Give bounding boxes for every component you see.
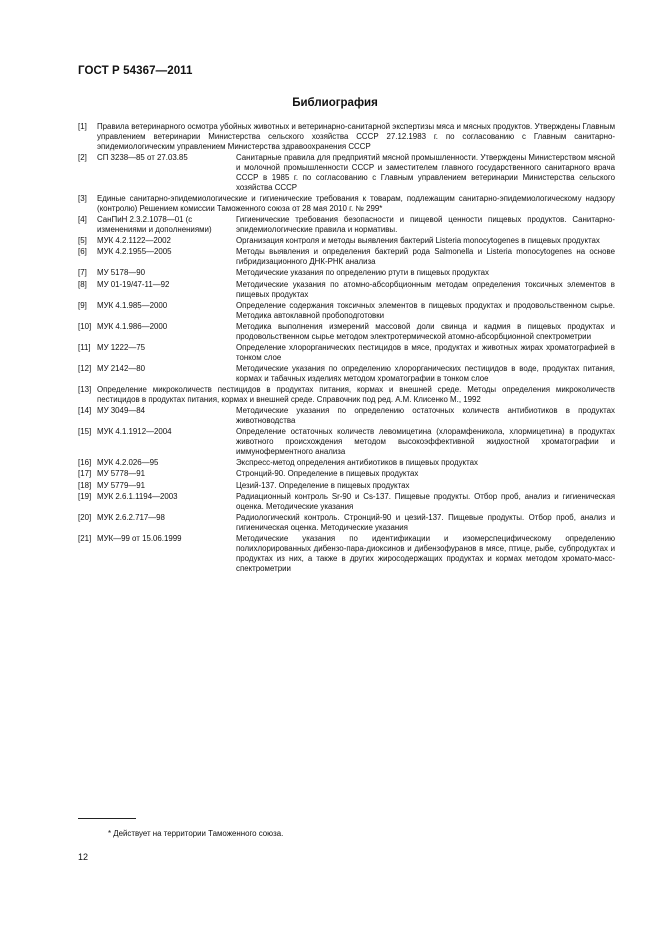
- entry-number: [9]: [78, 300, 87, 310]
- bibliography-entry: [78, 153, 615, 193]
- entry-description: Экспресс-метод определения антибиотиков в пищевых продуктах: [236, 458, 478, 468]
- bibliography-entry: [78, 481, 615, 491]
- entry-source: МУ 5779—91: [97, 480, 145, 490]
- entry-number: [11]: [78, 342, 91, 352]
- bibliography-list: [78, 122, 615, 575]
- bibliography-entry: [78, 458, 615, 468]
- bibliography-entry: [78, 280, 615, 300]
- entry-number: [5]: [78, 236, 87, 246]
- entry-number: [7]: [78, 268, 87, 278]
- footnote-divider: [78, 818, 136, 819]
- entry-description: Методические указания по идентификации и изомерспецифическому определению полихлорированных дибензо-пара-диоксинов и дибензофуранов в мясе, птице, рыбе, субпродуктах и продуктах из них, а также в других жиросодержащих продуктах и кормах методом хромато-масс-спектрометрии: [236, 533, 615, 573]
- bibliography-entry: [78, 534, 615, 574]
- bibliography-entry: [78, 492, 615, 512]
- bibliography-entry: [78, 122, 615, 152]
- entry-source: СанПиН 2.3.2.1078—01 (с изменениями и дополнениями): [97, 215, 212, 235]
- entry-description: Методы выявления и определения бактерий рода Salmonella и Listeria monocytogenes на основе гибридизационного ДНК-РНК анализа: [236, 247, 615, 267]
- entry-source: МУ 2142—80: [97, 363, 145, 373]
- entry-source: МУ 01-19/47-11—92: [97, 279, 170, 289]
- entry-description: Методика выполнения измерений массовой доли свинца и кадмия в пищевых продуктах и продовольственном сырье методом электротермической атомно-абсорбционной спектрометрии: [236, 321, 615, 341]
- bibliography-entry: [78, 301, 615, 321]
- entry-source: МУ 3049—84: [97, 406, 145, 416]
- entry-number: [14]: [78, 406, 92, 416]
- entry-number: [19]: [78, 491, 92, 501]
- entry-number: [15]: [78, 427, 92, 437]
- entry-description: Определение хлорорганических пестицидов в мясе, продуктах и животных жирах хроматографией в тонком слое: [236, 342, 615, 362]
- page-number: 12: [78, 852, 89, 862]
- bibliography-entry: [78, 364, 615, 384]
- entry-source: МУК 4.2.026—95: [97, 458, 159, 468]
- entry-source: МУ 5178—90: [97, 268, 145, 278]
- entry-number: [21]: [78, 533, 92, 543]
- bibliography-entry: [78, 385, 615, 405]
- entry-description: Радиологический контроль. Стронций-90 и цезий-137. Пищевые продукты. Отбор проб, анализ и гигиеническая оценка. Методические указания: [236, 512, 615, 532]
- bibliography-title: Библиография: [292, 97, 378, 109]
- entry-description: Гигиенические требования безопасности и пищевой ценности пищевых продуктов. Санитарно-эпидемиологические правила и нормативы.: [236, 215, 615, 235]
- footnote: * Действует на территории Таможенного союза.: [108, 829, 284, 838]
- entry-description: Радиационный контроль Sr-90 и Cs-137. Пищевые продукты. Отбор проб, анализ и гигиеническая оценка. Методические указания: [236, 491, 615, 511]
- entry-number: [4]: [78, 215, 87, 225]
- entry-description: Санитарные правила для предприятий мясной промышленности. Утверждены Министерством мясной и молочной промышленности СССР и заместителем главного государственного санитарного врача СССР в 1985 г. по согласованию с Главным управлением ветеринарии Министерства сельского хозяйства СССР: [236, 153, 615, 192]
- bibliography-entry: [78, 194, 615, 214]
- entry-source: МУК 4.1.985—2000: [97, 300, 168, 310]
- entry-description: Определение микроколичеств пестицидов в продуктах питания, кормах и внешней среде. Методы определения микроколичеств пестицидов в продуктах питания, кормах и внешней среде. Справочник под ред. А.М. Клисенко М., 1992: [97, 385, 615, 405]
- entry-source: МУ 1222—75: [97, 342, 145, 352]
- entry-number: [18]: [78, 480, 92, 490]
- entry-source: СП 3238—85 от 27.03.85: [97, 153, 188, 163]
- entry-source: МУК 4.2.1122—2002: [97, 236, 171, 246]
- entry-number: [16]: [78, 458, 92, 468]
- entry-source: МУК 4.1.1912—2004: [97, 427, 172, 437]
- entry-description: Цезий-137. Определение в пищевых продуктах: [236, 480, 410, 490]
- bibliography-entry: [78, 343, 615, 363]
- entry-source: МУ 5778—91: [97, 469, 145, 479]
- entry-source: МУК 4.1.986—2000: [97, 321, 168, 331]
- entry-number: [10]: [78, 321, 92, 331]
- document-header: ГОСТ Р 54367—2011: [78, 65, 193, 77]
- entry-number: [12]: [78, 363, 92, 373]
- entry-number: [13]: [78, 385, 92, 395]
- bibliography-entry: [78, 406, 615, 426]
- entry-description: Единые санитарно-эпидемиологические и гигиенические требования к товарам, подлежащим санитарно-эпидемиологическому надзору (контролю) Решением комиссии Таможенного союза от 28 мая 2010 г. № 299*: [97, 194, 615, 213]
- entry-number: [8]: [78, 279, 87, 289]
- bibliography-entry: [78, 322, 615, 342]
- entry-description: Правила ветеринарного осмотра убойных животных и ветеринарно-санитарной экспертизы мяса и мясных продуктов. Утверждены Главным управлением ветеринарии Министерства сельского хозяйства СССР 27.12.1983 г. по согласованию с Главным санитарно-эпидемиологическим управлением Министерства здравоохранения СССР: [97, 122, 615, 151]
- entry-number: [3]: [78, 194, 87, 204]
- entry-number: [2]: [78, 153, 87, 163]
- entry-description: Методические указания по определению хлорорганических пестицидов в воде, продуктах питания, кормах и табачных изделиях методом хроматографии в тонком слое: [236, 363, 615, 383]
- entry-description: Стронций-90. Определение в пищевых продуктах: [236, 469, 419, 479]
- entry-source: МУК 2.6.1.1194—2003: [97, 491, 178, 501]
- entry-source: МУК 2.6.2.717—98: [97, 512, 165, 522]
- entry-description: Определение содержания токсичных элементов в пищевых продуктах и продовольственном сырье. Методика автоклавной пробоподготовки: [236, 300, 615, 320]
- entry-number: [6]: [78, 247, 87, 257]
- entry-description: Определение остаточных количеств левомицетина (хлорамфеникола, хлормицетина) в продуктах животного происхождения методом высокоэффективной жидкостной хроматографии и иммуноферментного анализа: [236, 427, 615, 457]
- entry-description: Методические указания по атомно-абсорбционным методам определения токсичных элементов в пищевых продуктах: [236, 279, 615, 299]
- entry-description: Методические указания по определению ртути в пищевых продуктах: [236, 268, 490, 278]
- bibliography-entry: [78, 236, 615, 246]
- entry-description: Организация контроля и методы выявления бактерий Listeria monocytogenes в пищевых продуктах: [236, 236, 600, 246]
- bibliography-entry: [78, 513, 615, 533]
- entry-number: [1]: [78, 122, 87, 131]
- entry-number: [20]: [78, 512, 92, 522]
- bibliography-entry: [78, 247, 615, 267]
- entry-source: МУК 4.2.1955—2005: [97, 247, 172, 257]
- entry-source: МУК—99 от 15.06.1999: [97, 533, 182, 543]
- bibliography-entry: [78, 268, 615, 278]
- bibliography-entry: [78, 469, 615, 479]
- bibliography-entry: [78, 427, 615, 457]
- bibliography-entry: [78, 215, 615, 235]
- entry-number: [17]: [78, 469, 92, 479]
- entry-description: Методические указания по определению остаточных количеств антибиотиков в продуктах животноводства: [236, 406, 615, 426]
